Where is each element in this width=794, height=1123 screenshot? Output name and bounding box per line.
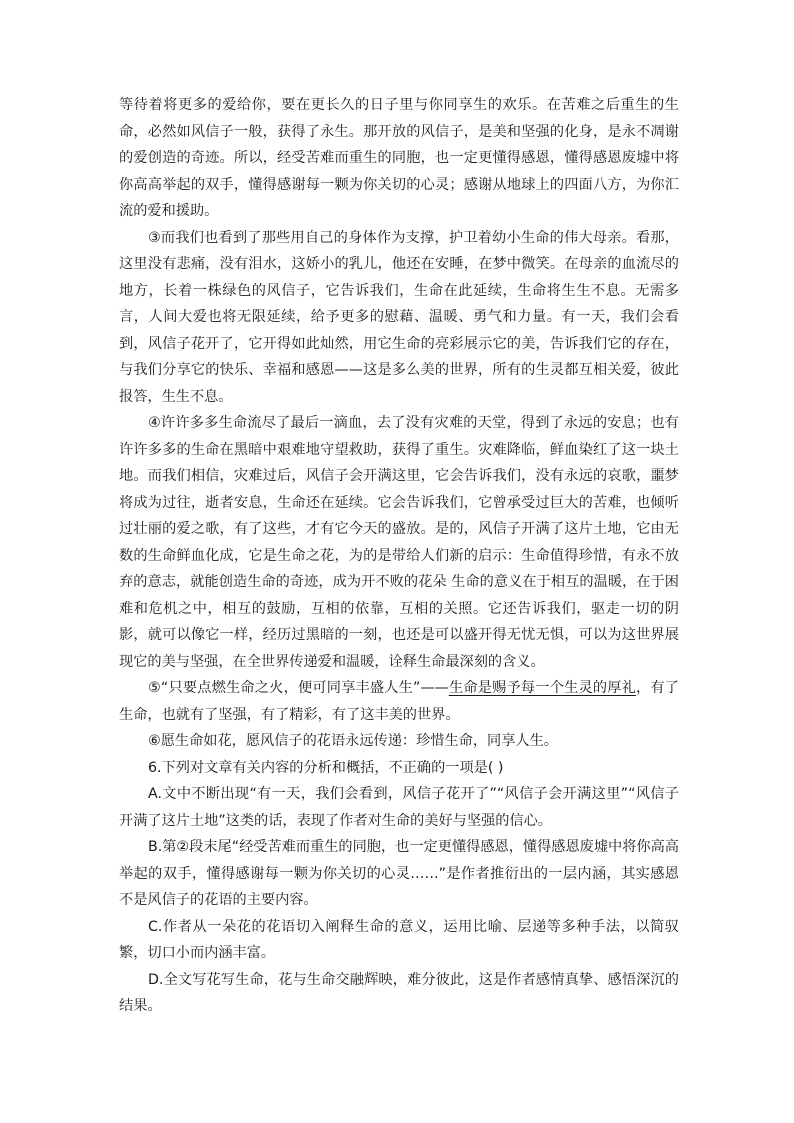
- paragraph-4: ④许许多多生命流尽了最后一滴血，去了没有灾难的天堂，得到了永远的安息；也有许许多多的生命在黑暗中艰难地守望救助，获得了重生。灾难降临，鲜血染红了这一块土地。而我们相信，灾难过后，风信子会开满这里，它会告诉我们，没有永远的哀歌，噩梦将成为过往，逝者安息，生命还在延续。它会告诉我们，它曾承受过巨大的苦难，也倾听过壮丽的爱之歌，有了这些，才有它今天的盛放。是的，风信子开满了这片土地，它由无数的生命鲜血化成，它是生命之花，为的是带给人们新的启示：生命值得珍惜，有永不放弃的意志，就能创造生命的奇迹，成为开不败的花朵 生命的意义在于相互的温暖，在于困难和危机之中，相互的鼓励，互相的依靠，互相的关照。它还告诉我们，驱走一切的阴影，就可以像它一样，经历过黑暗的一刻，也还是可以盛开得无忧无惧，可以为这世界展现它的美与坚强，在全世界传递爱和温暖，诠释生命最深刻的含义。: [119, 415, 679, 670]
- question-stem: 6.下列对文章有关内容的分析和概括，不正确的一项是( ): [148, 759, 504, 776]
- option-d: D.全文写花写生命，花与生命交融辉映，难分彼此，这是作者感情真挚、感悟深沉的结果。: [119, 971, 679, 1014]
- paragraph-5-tail: ，有了生命，也就有了坚强，有了精彩，有了这丰美的世界。: [119, 680, 679, 723]
- document-page: [119, 92, 679, 1020]
- paragraph-6: ⑥愿生命如花，愿风信子的花语永远传递：珍惜生命，同享人生。: [148, 733, 558, 749]
- option-b: B.第②段末尾“经受苦难而重生的同胞，也一定更懂得感恩，懂得感恩废墟中将你高高举起的双手，懂得感谢每一颗为你关切的心灵……”是作者推衍出的一层内涵，其实感恩不是风信子的花语的主要内容。: [119, 839, 679, 908]
- paragraph-5-underlined: 生命是赐予每一个生灵的厚礼: [448, 680, 637, 696]
- paragraph-5: [119, 675, 679, 728]
- option-c: C.作者从一朵花的花语切入阐释生命的意义，运用比喻、层递等多种手法，以简驭繁，切口小而内涵丰富。: [119, 918, 679, 961]
- option-a: A.文中不断出现“有一天，我们会看到，风信子花开了”“风信子会开满这里”“风信子开满了这片土地”这类的话，表现了作者对生命的美好与坚强的信心。: [119, 786, 679, 829]
- paragraph-5-lead: ⑤“只要点燃生命之火，便可同享丰盛人生”——: [148, 680, 449, 696]
- paragraph-3: ③而我们也看到了那些用自己的身体作为支撑，护卫着幼小生命的伟大母亲。看那，这里没有悲痛，没有泪水，这娇小的乳儿，他还在安睡，在梦中微笑。在母亲的血流尽的地方，长着一株绿色的风信子，它告诉我们，生命在此延续，生命将生生不息。无需多言，人间大爱也将无限延续，给予更多的慰藉、温暖、勇气和力量。有一天，我们会看到，风信子花开了，它开得如此灿然，用它生命的亮彩展示它的美，告诉我们它的存在，与我们分享它的快乐、幸福和感恩——这是多么美的世界，所有的生灵都互相关爱，彼此报答，生生不息。: [119, 229, 679, 405]
- paragraph-continued: 等待着将更多的爱给你，要在更长久的日子里与你同享生的欢乐。在苦难之后重生的生命，必然如风信子一般，获得了永生。那开放的风信子，是美和坚强的化身，是永不凋谢的爱创造的奇迹。所以，经受苦难而重生的同胞，也一定更懂得感恩，懂得感恩废墟中将你高高举起的双手，懂得感谢每一颗为你关切的心灵；感谢从地球上的四面八方，为你汇流的爱和援助。: [119, 97, 679, 219]
